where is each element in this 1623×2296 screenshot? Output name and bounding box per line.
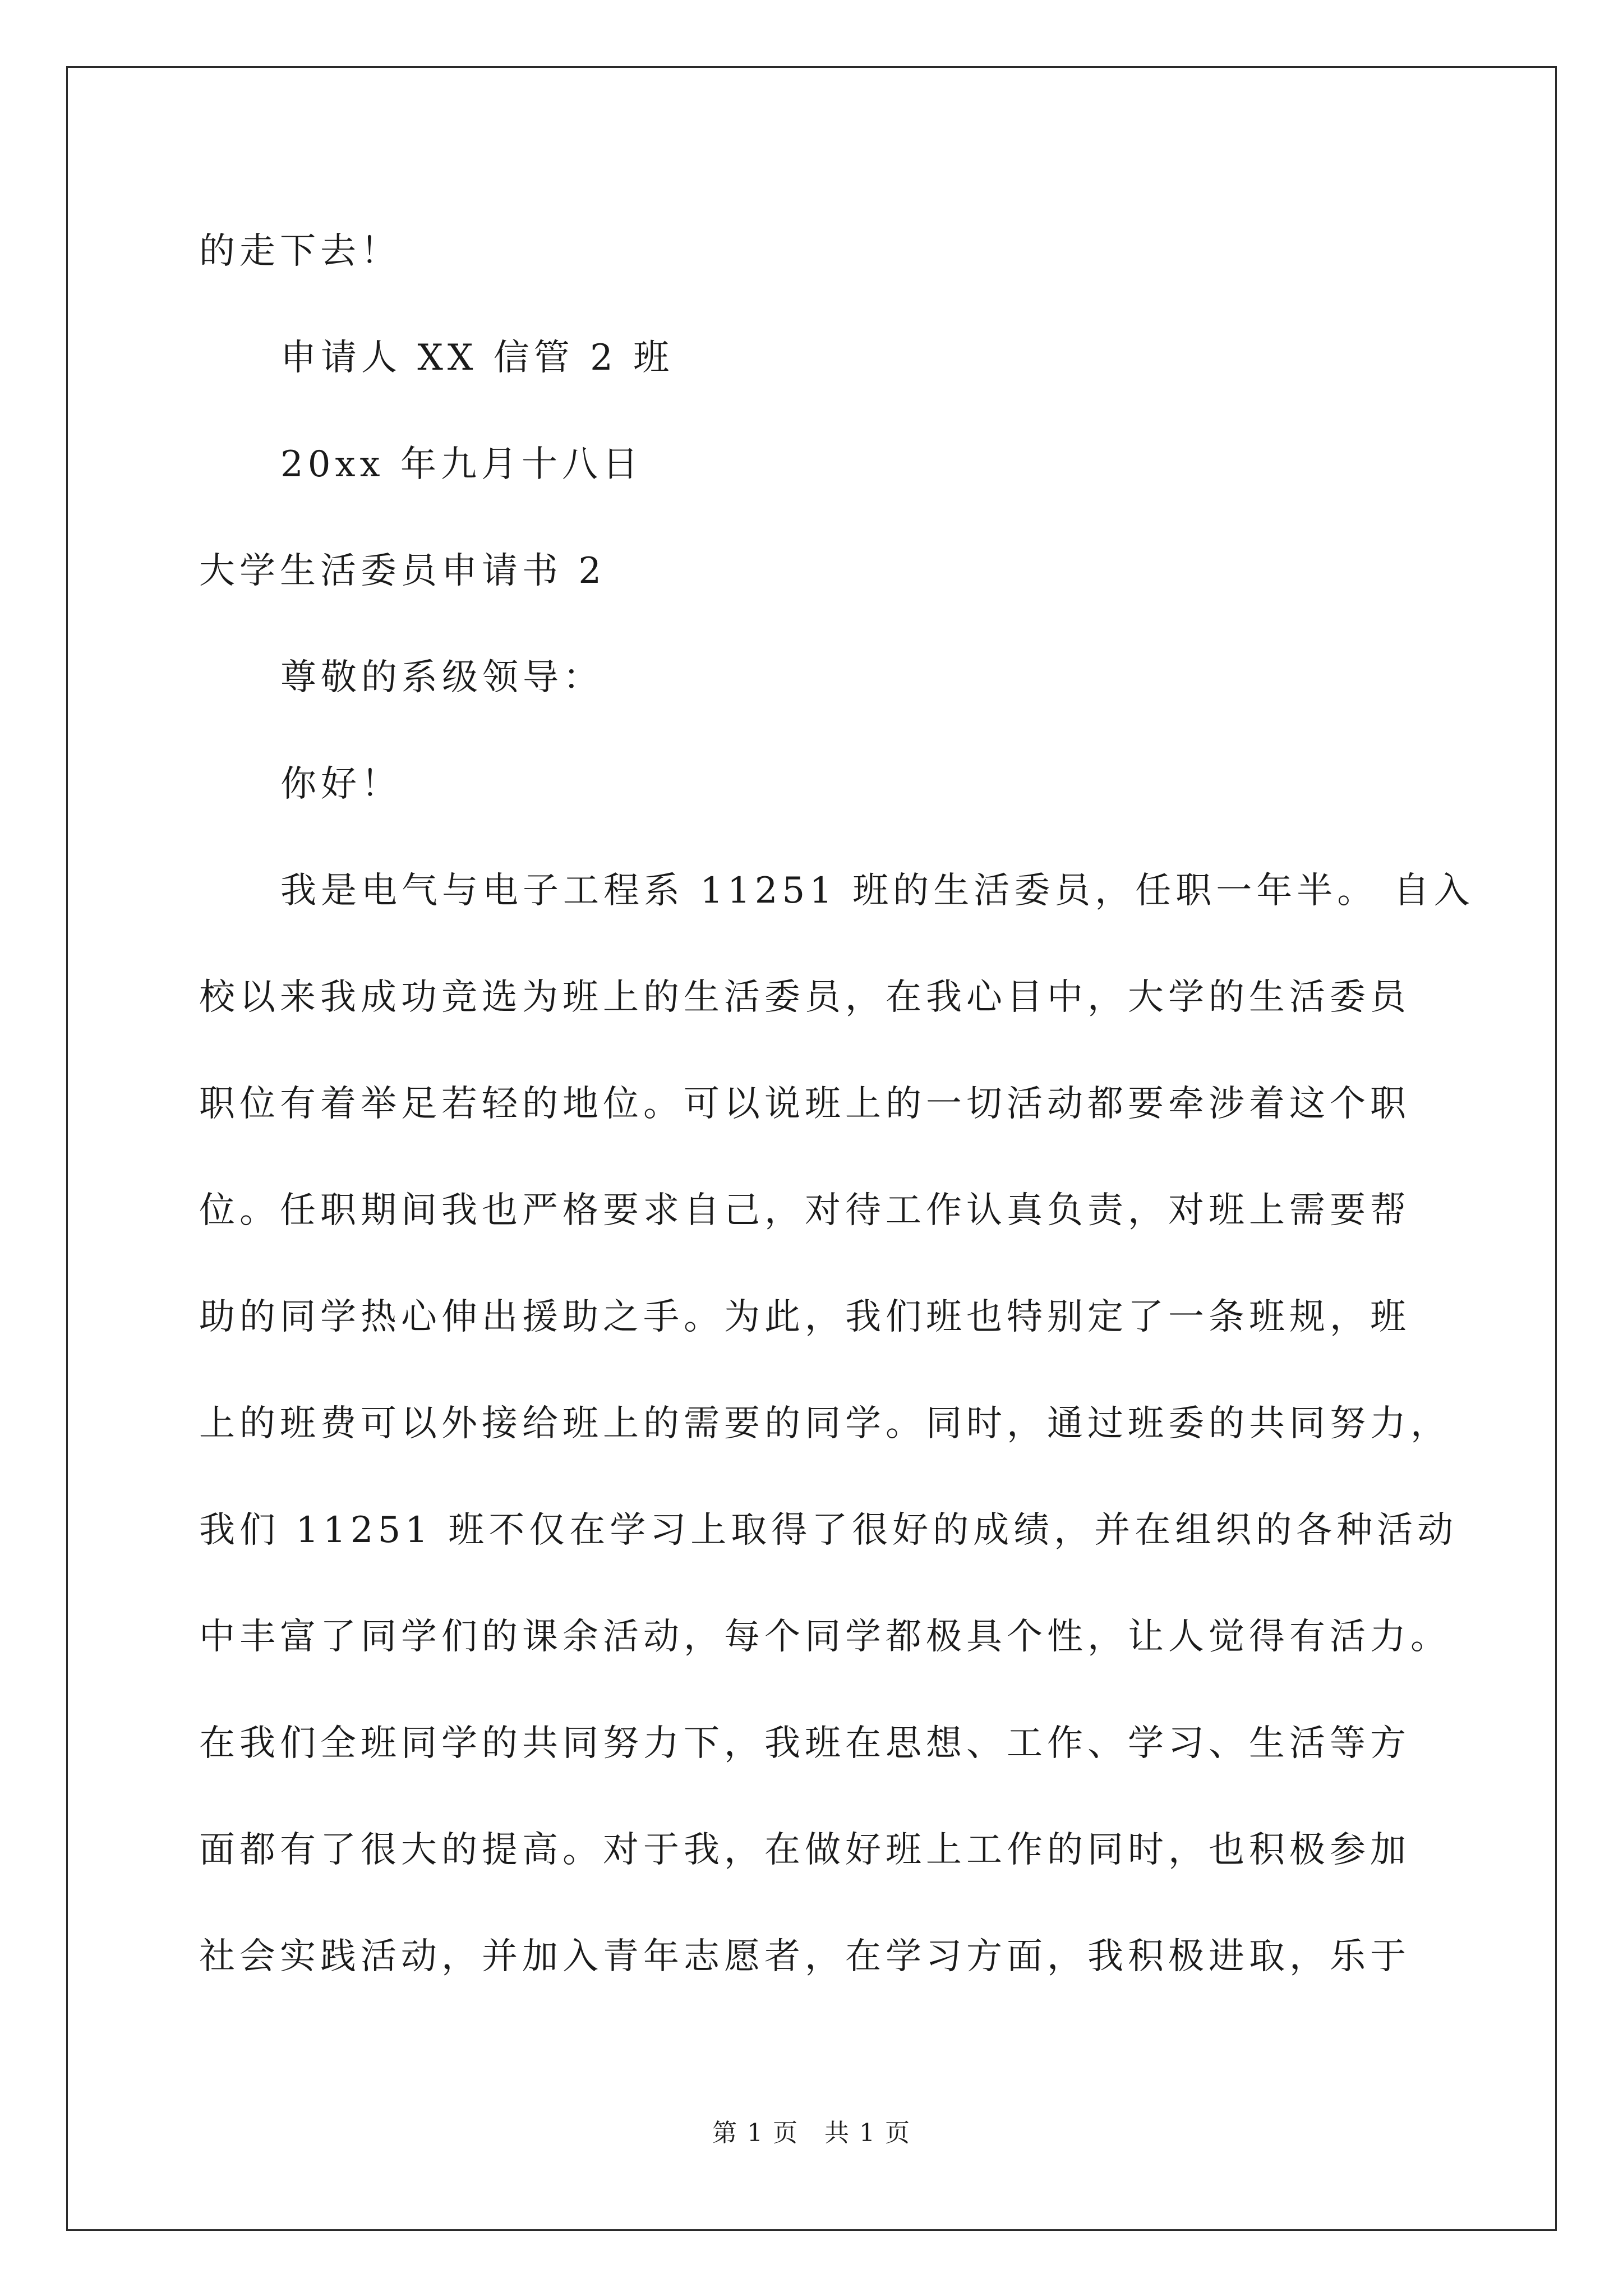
paragraph-line: 面都有了很大的提高。对于我，在做好班上工作的同时，也积极参加 — [199, 1829, 1410, 1871]
paragraph-line: 校以来我成功竞选为班上的生活委员，在我心目中，大学的生活委员 — [199, 977, 1410, 1018]
text-line: 的走下去！ — [199, 231, 401, 272]
paragraph-line: 社会实践活动，并加入青年志愿者，在学习方面，我积极进取，乐于 — [199, 1936, 1410, 1977]
paragraph-line: 在我们全班同学的共同努力下，我班在思想、工作、学习、生活等方 — [199, 1723, 1410, 1764]
paragraph-line: 助的同学热心伸出援助之手。为此，我们班也特别定了一条班规，班 — [199, 1296, 1410, 1338]
page-number-footer: 第 1 页 共 1 页 — [712, 2119, 911, 2147]
paragraph-line: 职位有着举足若轻的地位。可以说班上的一切活动都要牵涉着这个职 — [199, 1083, 1410, 1125]
applicant-line: 申请人 XX 信管 2 班 — [280, 337, 674, 379]
page-border — [66, 66, 1557, 2231]
paragraph-line: 中丰富了同学们的课余活动，每个同学都极具个性，让人觉得有活力。 — [199, 1616, 1451, 1658]
paragraph-line: 上的班费可以外接给班上的需要的同学。同时，通过班委的共同努力， — [199, 1403, 1451, 1444]
salutation: 尊敬的系级领导： — [280, 657, 603, 698]
date-line: 20xx 年九月十八日 — [280, 444, 643, 485]
section-title: 大学生活委员申请书 2 — [199, 550, 606, 592]
paragraph-line: 位。任职期间我也严格要求自己，对待工作认真负责，对班上需要帮 — [199, 1190, 1410, 1231]
greeting: 你好！ — [280, 763, 402, 805]
paragraph-line: 我们 11251 班不仅在学习上取得了很好的成绩，并在组织的各种活动 — [199, 1510, 1458, 1551]
paragraph-line: 我是电气与电子工程系 11251 班的生活委员，任职一年半。 自入 — [280, 870, 1474, 912]
